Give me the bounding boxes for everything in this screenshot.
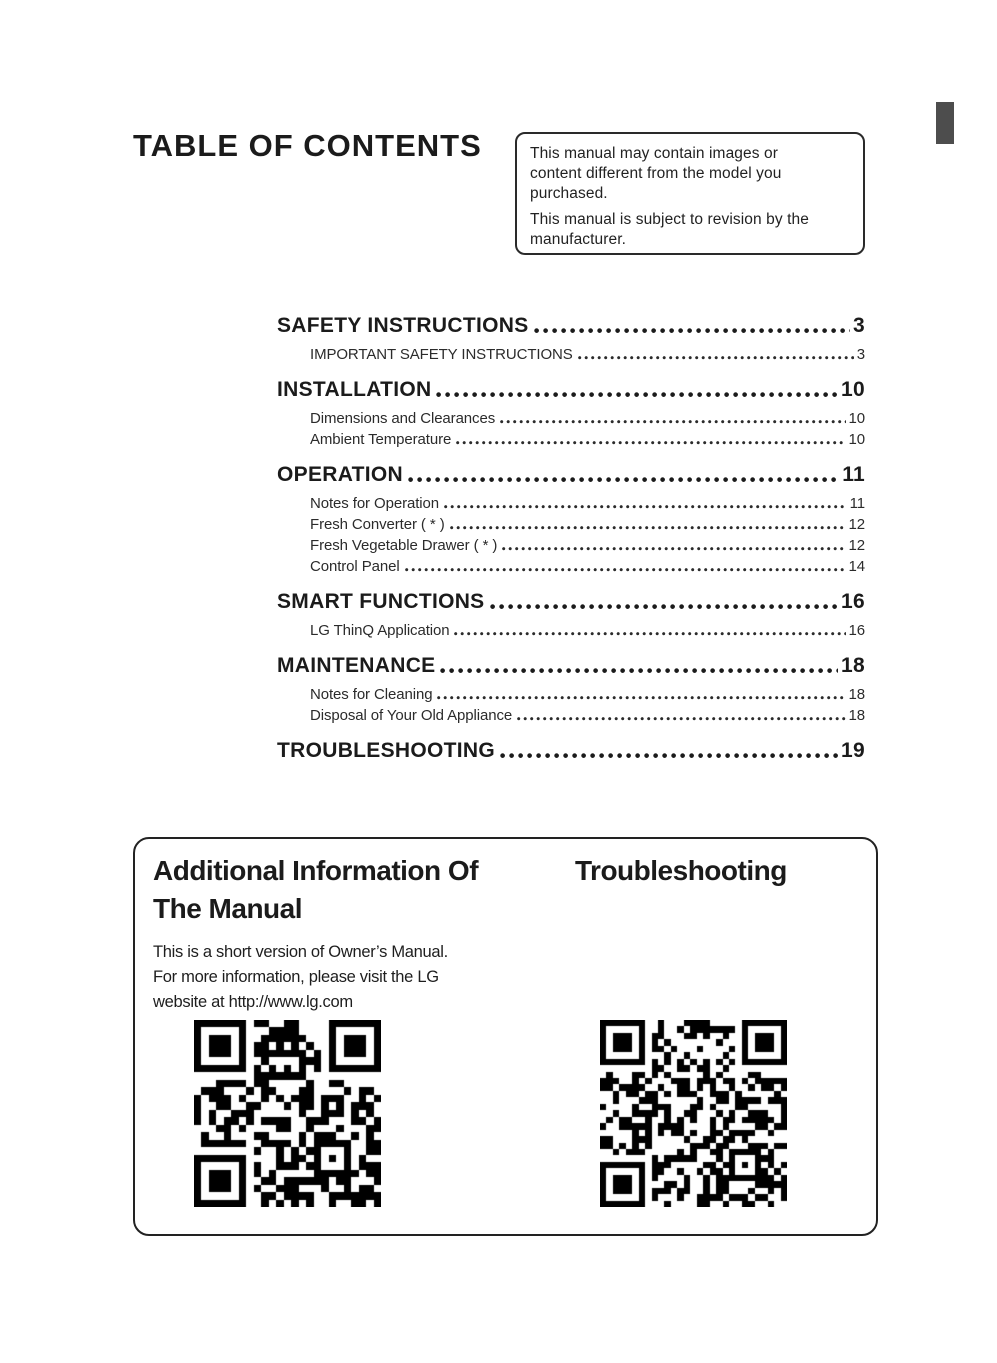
toc-label: SMART FUNCTIONS: [277, 590, 485, 613]
toc-dot-leader: [405, 568, 846, 572]
toc-label: Dimensions and Clearances: [310, 410, 496, 427]
toc-section-heading-row: [277, 737, 865, 763]
toc-section: [277, 312, 865, 363]
toc-dot-leader: [517, 717, 845, 721]
troubleshooting-heading: Troubleshooting: [575, 855, 787, 886]
toc-label: Fresh Converter ( * ): [310, 516, 445, 533]
toc-page-number: 18: [848, 686, 865, 703]
toc-page-number: 3: [853, 314, 865, 337]
toc-item-row: [277, 533, 865, 554]
toc-label: Control Panel: [310, 558, 400, 575]
toc-section-heading-row: [277, 376, 865, 402]
toc-dot-leader: [408, 477, 839, 483]
toc-page-number: 14: [848, 558, 865, 575]
toc-item-row: [277, 406, 865, 427]
toc-dot-leader: [456, 441, 845, 445]
toc-page-number: 19: [841, 739, 865, 762]
toc-item-row: [277, 703, 865, 724]
toc-section: [277, 588, 865, 639]
toc-page-number: 16: [841, 590, 865, 613]
toc-label: IMPORTANT SAFETY INSTRUCTIONS: [310, 346, 573, 363]
toc-item-row: [277, 491, 865, 512]
toc-page-number: 10: [848, 431, 865, 448]
toc-section: [277, 461, 865, 575]
additional-info-box: [133, 837, 878, 1236]
toc-section-heading-row: [277, 461, 865, 487]
notice-line-1: This manual may contain images or content different from the model you purchased.: [530, 145, 782, 202]
toc-dot-leader: [450, 526, 846, 530]
toc-section-heading-row: [277, 312, 865, 338]
toc-page-number: 18: [848, 707, 865, 724]
toc-label: Notes for Operation: [310, 495, 439, 512]
toc-dot-leader: [500, 420, 845, 424]
toc-label: TROUBLESHOOTING: [277, 739, 495, 762]
owners-manual-qr-code: [194, 1020, 381, 1207]
toc-item-row: [277, 427, 865, 448]
toc-dot-leader: [454, 632, 845, 636]
toc-section: [277, 652, 865, 724]
toc-dot-leader: [444, 505, 847, 509]
toc-page-number: 16: [848, 622, 865, 639]
toc-section-heading-row: [277, 588, 865, 614]
toc-item-row: [277, 554, 865, 575]
toc-section-heading-row: [277, 652, 865, 678]
page-edge-tab-marker: [936, 102, 954, 144]
toc-page-number: 11: [849, 495, 865, 512]
toc-label: OPERATION: [277, 463, 403, 486]
toc-label: Fresh Vegetable Drawer ( * ): [310, 537, 498, 554]
toc-page-number: 18: [841, 654, 865, 677]
toc-dot-leader: [500, 753, 838, 759]
notice-line-2: This manual is subject to revision by the manufacturer.: [530, 211, 809, 248]
toc-page-number: 11: [842, 463, 865, 486]
additional-info-heading: Additional Information Of The Manual: [153, 855, 479, 924]
toc-item-row: [277, 618, 865, 639]
toc-label: INSTALLATION: [277, 378, 432, 401]
toc-dot-leader: [534, 328, 851, 334]
toc-label: Notes for Cleaning: [310, 686, 433, 703]
toc-dot-leader: [490, 604, 839, 610]
toc-dot-leader: [440, 668, 838, 674]
toc-label: SAFETY INSTRUCTIONS: [277, 314, 529, 337]
toc-section: [277, 737, 865, 763]
toc-page-number: 10: [841, 378, 865, 401]
troubleshooting-qr-code: [600, 1020, 787, 1207]
toc-section: [277, 376, 865, 448]
toc-item-row: [277, 682, 865, 703]
toc-item-row: [277, 512, 865, 533]
toc-label: Ambient Temperature: [310, 431, 452, 448]
toc-dot-leader: [436, 392, 838, 398]
toc-dot-leader: [578, 356, 854, 360]
table-of-contents: [277, 312, 865, 776]
short-version-note: This is a short version of Owner’s Manual. For more information, please visit the LG website at http://www.lg.com: [153, 943, 448, 1011]
toc-label: MAINTENANCE: [277, 654, 436, 677]
toc-page-number: 10: [848, 410, 865, 427]
toc-page-number: 3: [856, 346, 865, 363]
toc-dot-leader: [502, 547, 845, 551]
notice-box: [515, 132, 865, 255]
toc-label: Disposal of Your Old Appliance: [310, 707, 513, 724]
toc-label: LG ThinQ Application: [310, 622, 450, 639]
toc-page-number: 12: [848, 516, 865, 533]
toc-page-number: 12: [848, 537, 865, 554]
toc-dot-leader: [437, 696, 845, 700]
page-title: TABLE OF CONTENTS: [133, 128, 482, 163]
toc-item-row: [277, 342, 865, 363]
